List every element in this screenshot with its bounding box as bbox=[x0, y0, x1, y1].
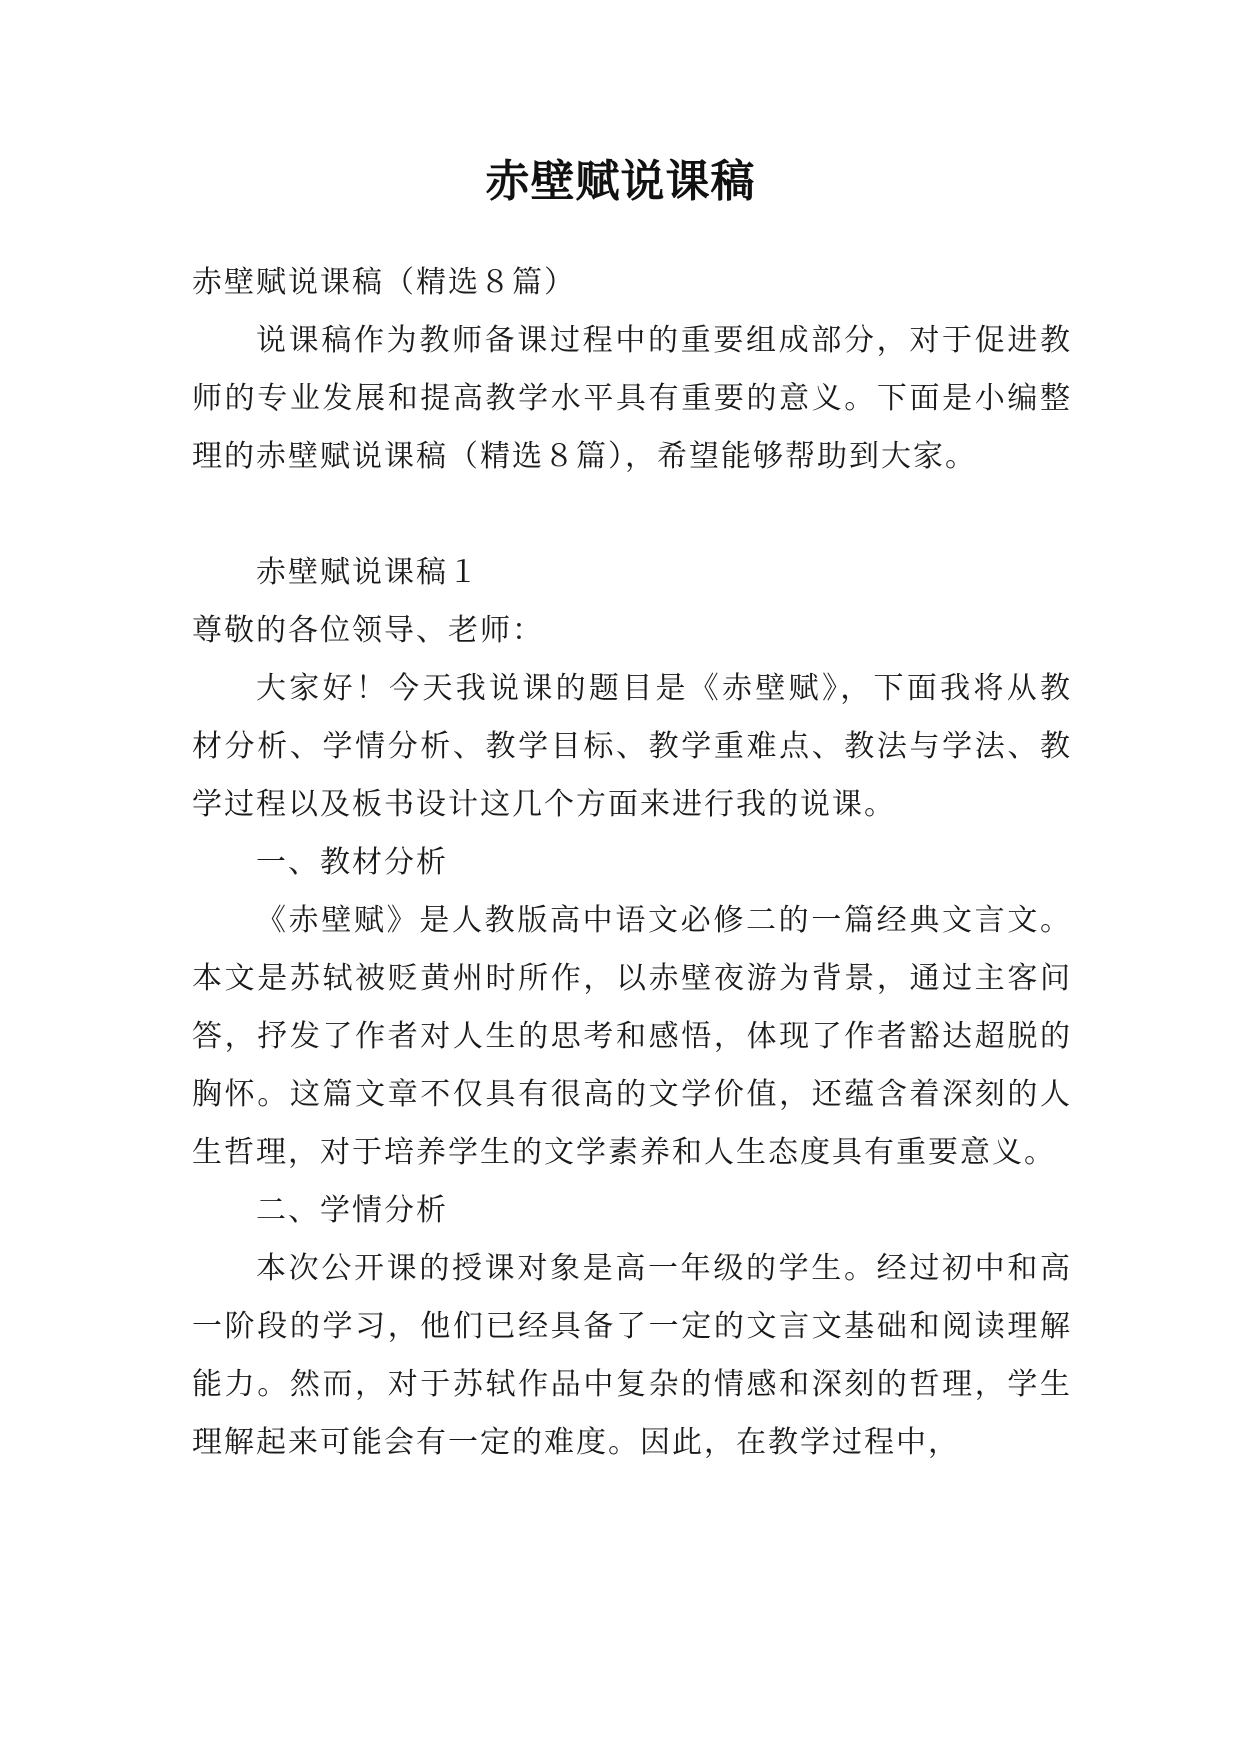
intro-paragraph: 说课稿作为教师备课过程中的重要组成部分，对于促进教师的专业发展和提高教学水平具有重要的意义。下面是小编整理的赤壁赋说课稿（精选８篇），希望能够帮助到大家。 bbox=[192, 323, 1072, 474]
salutation: 尊敬的各位领导、老师： bbox=[192, 613, 544, 648]
subtitle-line: 赤壁赋说课稿（精选８篇） bbox=[192, 265, 576, 300]
document-title: 赤壁赋说课稿 bbox=[485, 156, 756, 207]
paragraph-gap bbox=[192, 486, 1072, 544]
heading-student-analysis: 二、学情分析 bbox=[256, 1193, 448, 1228]
student-analysis-paragraph: 本次公开课的授课对象是高一年级的学生。经过初中和高一阶段的学习，他们已经具备了一定的文言文基础和阅读理解能力。然而，对于苏轼作品中复杂的情感和深刻的哲理，学生理解起来可能会有一定的难度。因此，在教学过程中， bbox=[192, 1251, 1072, 1460]
section-heading-1: 赤壁赋说课稿１ bbox=[256, 555, 480, 590]
textbook-analysis-paragraph: 《赤壁赋》是人教版高中语文必修二的一篇经典文言文。本文是苏轼被贬黄州时所作，以赤壁夜游为背景，通过主客问答，抒发了作者对人生的思考和感悟，体现了作者豁达超脱的胸怀。这篇文章不仅具有很高的文学价值，还蕴含着深刻的人生哲理，对于培养学生的文学素养和人生态度具有重要意义。 bbox=[192, 903, 1072, 1170]
heading-textbook-analysis: 一、教材分析 bbox=[256, 845, 448, 880]
opening-paragraph: 大家好！今天我说课的题目是《赤壁赋》，下面我将从教材分析、学情分析、教学目标、教学重难点、教法与学法、教学过程以及板书设计这几个方面来进行我的说课。 bbox=[192, 671, 1072, 822]
document-body bbox=[192, 254, 1072, 1472]
